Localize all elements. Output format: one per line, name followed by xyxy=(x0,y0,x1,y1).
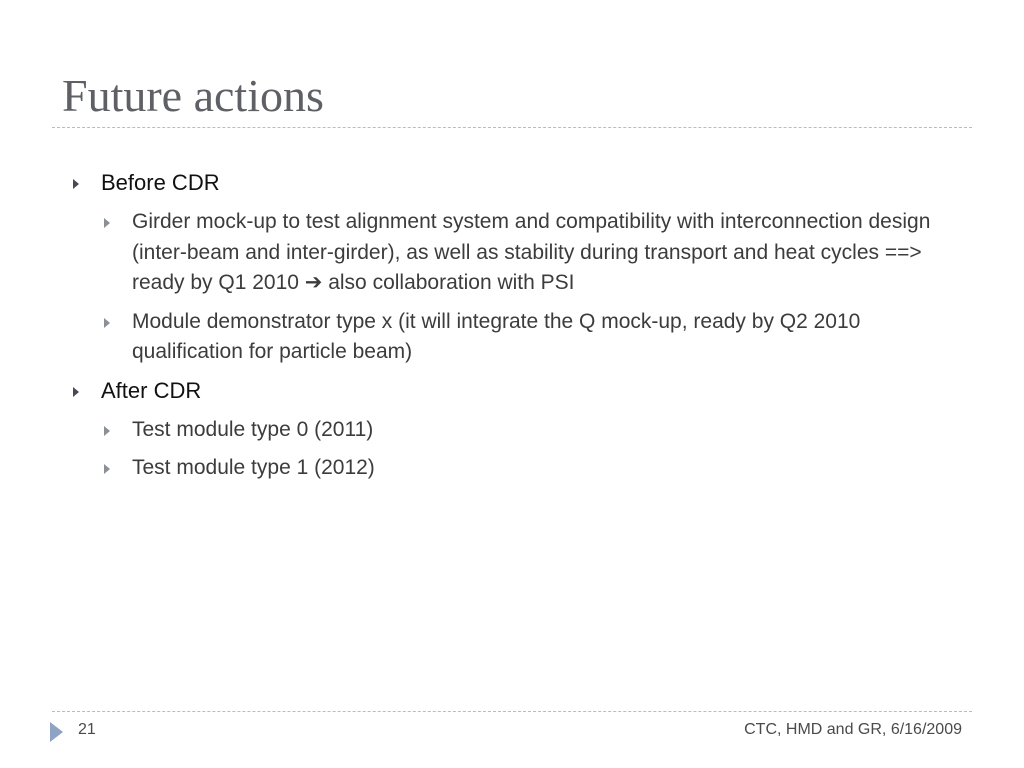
bullet-after-cdr xyxy=(101,376,981,406)
sub-bullet-test-module-1 xyxy=(132,453,977,484)
footer-divider xyxy=(52,711,972,712)
sub-bullet-text: Girder mock-up to test alignment system and compatibility with interconnection design (inter-beam and inter-girder), as well as stability during transport and heat cycles ==> ready by Q1 2010 ➔ also collaboration with PSI xyxy=(132,210,931,294)
sub-bullet-text: Module demonstrator type x (it will integrate the Q mock-up, ready by Q2 2010 qualification for particle beam) xyxy=(132,309,861,363)
slide-title: Future actions xyxy=(62,70,324,121)
sub-bullet-text: Test module type 1 (2012) xyxy=(132,456,375,479)
slide-content xyxy=(0,168,1024,492)
sub-bullet-arrow-icon xyxy=(104,464,110,474)
footer-text: CTC, HMD and GR, 6/16/2009 xyxy=(744,721,962,738)
footer-arrow-icon xyxy=(50,722,63,742)
sub-bullet-arrow-icon xyxy=(104,218,110,228)
bullet-before-cdr xyxy=(101,168,981,198)
bullet-text: Before CDR xyxy=(101,170,220,195)
page-number: 21 xyxy=(78,721,96,738)
bullet-text: After CDR xyxy=(101,377,202,403)
sub-bullet-arrow-icon xyxy=(104,426,110,436)
sub-bullet-test-module-0 xyxy=(132,415,977,446)
sub-bullet-text: Test module type 0 (2011) xyxy=(132,417,374,441)
bullet-arrow-icon xyxy=(73,387,79,397)
title-divider xyxy=(52,127,972,128)
bullet-arrow-icon xyxy=(73,179,79,189)
sub-bullet-arrow-icon xyxy=(104,318,110,328)
sub-bullet-girder-mockup xyxy=(132,207,977,299)
sub-bullet-module-demonstrator xyxy=(132,307,977,368)
